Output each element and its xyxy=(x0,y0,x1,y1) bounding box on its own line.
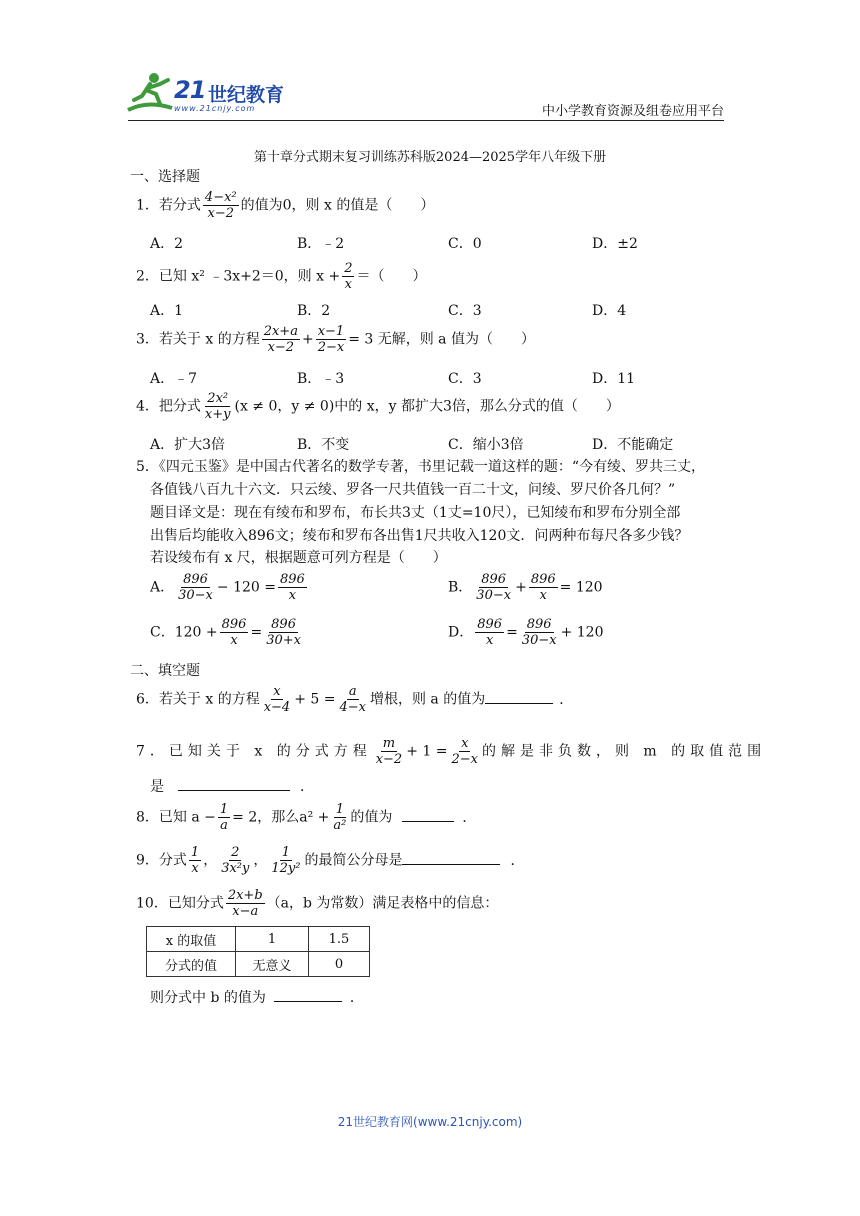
q8-text-3: 的值为 xyxy=(350,809,393,826)
q5d-f2-den: 30−x xyxy=(521,633,557,648)
q3-plus: + xyxy=(301,331,314,348)
q5-line-1: 5．《四元玉鉴》是中国古代著名的数学专著，书里记载一道这样的题：“今有绫、罗共三丈， xyxy=(136,459,706,475)
q5b-f2-num: 896 xyxy=(530,572,556,587)
q2-text-2: ＝（ ） xyxy=(356,268,427,285)
question-2 xyxy=(136,261,426,292)
table-cell: 1.5 xyxy=(309,927,370,952)
q6-fraction-1 xyxy=(262,684,293,715)
q5d-f1-num: 896 xyxy=(477,617,503,632)
q5b-fraction-1 xyxy=(474,572,513,603)
q3-f1-den: x−2 xyxy=(267,340,295,355)
q4-frac-den: x+y xyxy=(204,407,231,422)
table-cell: 0 xyxy=(309,952,370,977)
q5c-f2-num: 896 xyxy=(271,617,296,632)
q8-fraction-1 xyxy=(218,802,230,833)
q4-text-2: (x ≠ 0，y ≠ 0)中的 x，y 都扩大3倍，那么分式的值（ ） xyxy=(234,398,620,415)
q5d-fraction-1 xyxy=(475,617,504,648)
q5d-f2-num: 896 xyxy=(526,617,552,632)
q4-option-d: D．不能确定 xyxy=(592,437,674,453)
q1-option-c: C．0 xyxy=(448,236,482,252)
q6-mid: + 5 = xyxy=(294,691,336,708)
section-fill: 二、填空题 xyxy=(130,663,200,679)
q9-answer-blank[interactable] xyxy=(402,852,500,865)
header-divider xyxy=(128,120,724,121)
question-6 xyxy=(136,684,573,715)
q9-fraction-3 xyxy=(269,845,302,876)
q8-text-1: 8．已知 a − xyxy=(136,809,216,826)
q8-f2-num: 1 xyxy=(335,802,345,817)
q5a-label: A． xyxy=(150,579,175,596)
question-4 xyxy=(136,391,620,422)
runner-icon xyxy=(124,70,180,116)
q10-fraction xyxy=(226,888,265,919)
q10-line-after xyxy=(150,987,364,1007)
q7-line-2-text: 是 xyxy=(150,779,164,795)
q3-text-2: = 3 无解，则 a 值为（ ） xyxy=(348,331,535,348)
q9-f3-num: 1 xyxy=(281,845,291,860)
q10-frac-den: x−a xyxy=(232,904,259,919)
q5a-fraction-1 xyxy=(176,572,215,603)
q5-option-c xyxy=(150,617,305,648)
table-cell: 分式的值 xyxy=(147,952,236,977)
q9-f2-num: 2 xyxy=(231,845,240,860)
q7-mid: + 1 = xyxy=(406,743,448,760)
q4-frac-num: 2x² xyxy=(207,391,229,406)
q2-option-c: C．3 xyxy=(448,303,482,319)
q9-end: ． xyxy=(510,852,525,869)
q5b-f1-den: 30−x xyxy=(476,588,512,603)
q5d-label: D． xyxy=(448,624,474,641)
q5b-f2-den: x xyxy=(539,588,547,603)
q2-frac-den: x xyxy=(344,277,353,292)
q8-end: ． xyxy=(462,809,477,826)
q3-option-d: D．11 xyxy=(592,371,636,387)
q2-text-1: 2．已知 x² ﹣3x+2＝0，则 x + xyxy=(136,268,341,285)
logo-url: www.21cnjy.com xyxy=(174,104,256,113)
q5c-f1-num: 896 xyxy=(221,617,247,632)
q1-frac-num: 4−x² xyxy=(204,190,237,205)
q9-fraction-2 xyxy=(219,845,251,876)
question-7 xyxy=(136,736,766,767)
question-8 xyxy=(136,802,476,833)
q5-line-2: 各值钱八百九十六文．只云绫、罗各一尺共值钱一百二十文，问绫、罗尺价各几何？” xyxy=(150,482,676,498)
table-row xyxy=(147,927,370,952)
q8-text-2: = 2，那么a² + xyxy=(232,809,330,826)
q2-option-b: B．2 xyxy=(297,303,331,319)
q3-option-c: C．3 xyxy=(448,371,482,387)
q2-frac-num: 2 xyxy=(344,261,353,276)
q5-line-4: 出售后均能收入896文；绫布和罗布各出售1尺共收入120文．问两种布每尺各多少钱？ xyxy=(150,528,689,544)
q9-f1-den: x xyxy=(191,861,199,876)
logo-text: 世纪教育 xyxy=(208,84,285,106)
q9-sep-2: ， xyxy=(253,852,268,869)
question-3 xyxy=(136,324,535,355)
q10-frac-num: 2x+b xyxy=(227,888,263,903)
q1-fraction xyxy=(203,190,239,221)
table-cell: 无意义 xyxy=(236,952,309,977)
q7-text-1: 7．已知关于 x 的分式方程 xyxy=(136,743,372,760)
q4-text-1: 4．把分式 xyxy=(136,398,201,415)
q10-text-1: 10．已知分式 xyxy=(136,895,224,912)
q6-end: ． xyxy=(559,691,574,708)
q5b-label: B． xyxy=(448,579,473,596)
q4-option-a: A．扩大3倍 xyxy=(150,437,226,453)
q5c-mid: = xyxy=(250,624,263,641)
q6-f2-den: 4−x xyxy=(339,700,366,715)
q5-option-a xyxy=(150,572,309,603)
q8-f1-num: 1 xyxy=(219,802,229,817)
q5c-label: C． xyxy=(150,624,175,641)
q1-rest: 的值为0，则 x 的值是（ ） xyxy=(240,197,435,214)
q9-fraction-1 xyxy=(189,845,201,876)
q5c-pre: 120 + xyxy=(174,624,218,641)
q5a-f1-num: 896 xyxy=(183,572,208,587)
q1-option-d: D．±2 xyxy=(592,236,638,252)
q5c-fraction-2 xyxy=(264,617,303,648)
question-9 xyxy=(136,845,524,876)
q7-f1-den: x−2 xyxy=(375,752,403,767)
q5c-f1-den: x xyxy=(230,633,238,648)
q7-f2-num: x xyxy=(461,736,469,751)
q5d-f1-den: x xyxy=(485,633,494,648)
q3-text-1: 3．若关于 x 的方程 xyxy=(136,331,260,348)
q7-answer-blank[interactable] xyxy=(178,778,290,791)
q8-f1-den: a xyxy=(220,818,228,833)
q10-info-table xyxy=(146,926,370,977)
q1-option-a: A．2 xyxy=(150,236,184,252)
q3-f1-num: 2x+a xyxy=(263,324,298,339)
q5d-mid: = xyxy=(506,624,518,641)
q5a-f1-den: 30−x xyxy=(178,588,213,603)
q1-frac-den: x−2 xyxy=(207,206,235,221)
q6-f2-num: a xyxy=(348,684,357,699)
q7-text-2: 的解是非负数，则 m 的取值范围 xyxy=(481,743,767,760)
q2-option-a: A．1 xyxy=(150,303,184,319)
q10-text-2: （a，b 为常数）满足表格中的信息： xyxy=(266,895,499,912)
q9-f2-den: 3x²y xyxy=(221,861,250,876)
q6-f1-num: x xyxy=(273,684,281,699)
site-logo xyxy=(124,70,296,116)
table-cell: 1 xyxy=(236,927,309,952)
page-title: 第十章分式期末复习训练苏科版2024—2025学年八年级下册 xyxy=(253,150,607,165)
table-row xyxy=(147,952,370,977)
q3-option-b: B．﹣3 xyxy=(297,371,345,387)
q9-f1-num: 1 xyxy=(190,845,200,860)
q9-f3-den: 12y² xyxy=(271,861,301,876)
q5b-f1-num: 896 xyxy=(481,572,507,587)
q7-fraction-1 xyxy=(374,736,405,767)
q5a-fraction-2 xyxy=(278,572,307,603)
q6-f1-den: x−4 xyxy=(263,700,291,715)
q3-fraction-1 xyxy=(262,324,300,355)
q6-text-2: 增根，则 a 的值为 xyxy=(369,691,486,708)
q1-option-b: B．﹣2 xyxy=(297,236,345,252)
q8-f2-den: a² xyxy=(333,818,347,833)
q5b-tail: = 120 xyxy=(559,579,603,596)
q1-prefix: 1．若分式 xyxy=(136,197,201,214)
q7-fraction-2 xyxy=(449,736,480,767)
q5d-tail: + 120 xyxy=(560,624,604,641)
q5-option-b xyxy=(448,572,603,603)
q3-f2-den: 2−x xyxy=(317,340,345,355)
section-choice: 一、选择题 xyxy=(130,169,200,185)
logo-number: 21 xyxy=(174,76,206,104)
q9-text-2: 的最简公分母是 xyxy=(304,852,403,869)
q2-option-d: D．4 xyxy=(592,303,627,319)
q5a-f2-den: x xyxy=(288,588,297,603)
q9-text-1: 9．分式 xyxy=(136,852,187,869)
q5d-fraction-2 xyxy=(520,617,559,648)
q10-answer-blank[interactable] xyxy=(274,989,342,1002)
q8-answer-blank[interactable] xyxy=(402,809,454,822)
q5a-mid: − 120 = xyxy=(216,579,276,596)
q4-option-c: C．缩小3倍 xyxy=(448,437,524,453)
question-10 xyxy=(136,888,498,919)
q5-line-5: 若设绫布有 x 尺，根据题意可列方程是（ ） xyxy=(150,550,447,566)
q3-option-a: A．﹣7 xyxy=(150,371,198,387)
q4-option-b: B．不变 xyxy=(297,437,350,453)
q3-f2-num: x−1 xyxy=(317,324,345,339)
q5b-mid: + xyxy=(515,579,527,596)
q7-f2-den: 2−x xyxy=(451,752,478,767)
q8-fraction-2 xyxy=(331,802,348,833)
q6-text-1: 6．若关于 x 的方程 xyxy=(136,691,260,708)
q10-end: ． xyxy=(349,990,364,1006)
q5c-fraction-1 xyxy=(220,617,249,648)
q3-fraction-2 xyxy=(316,324,347,355)
q5c-f2-den: 30+x xyxy=(266,633,301,648)
q5b-fraction-2 xyxy=(529,572,558,603)
q6-answer-blank[interactable] xyxy=(485,691,553,704)
table-cell: x 的取值 xyxy=(147,927,236,952)
q5-line-3: 题目译文是：现在有绫布和罗布，布长共3丈（1丈=10尺），已知绫布和罗布分别全部 xyxy=(150,505,681,521)
q6-fraction-2 xyxy=(337,684,368,715)
q10-line-after-text: 则分式中 b 的值为 xyxy=(150,990,266,1006)
platform-name: 中小学教育资源及组卷应用平台 xyxy=(541,104,724,119)
q4-fraction xyxy=(203,391,233,422)
q2-fraction xyxy=(342,261,354,292)
footer-link[interactable]: 21世纪教育网(www.21cnjy.com) xyxy=(337,1115,523,1129)
q7-end: ． xyxy=(300,779,314,795)
q7-line-2 xyxy=(150,776,314,796)
q5a-f2-num: 896 xyxy=(280,572,305,587)
q9-sep-1: ， xyxy=(203,852,218,869)
question-1 xyxy=(136,190,434,221)
q5-option-d xyxy=(448,617,603,648)
q7-f1-num: m xyxy=(382,736,396,751)
